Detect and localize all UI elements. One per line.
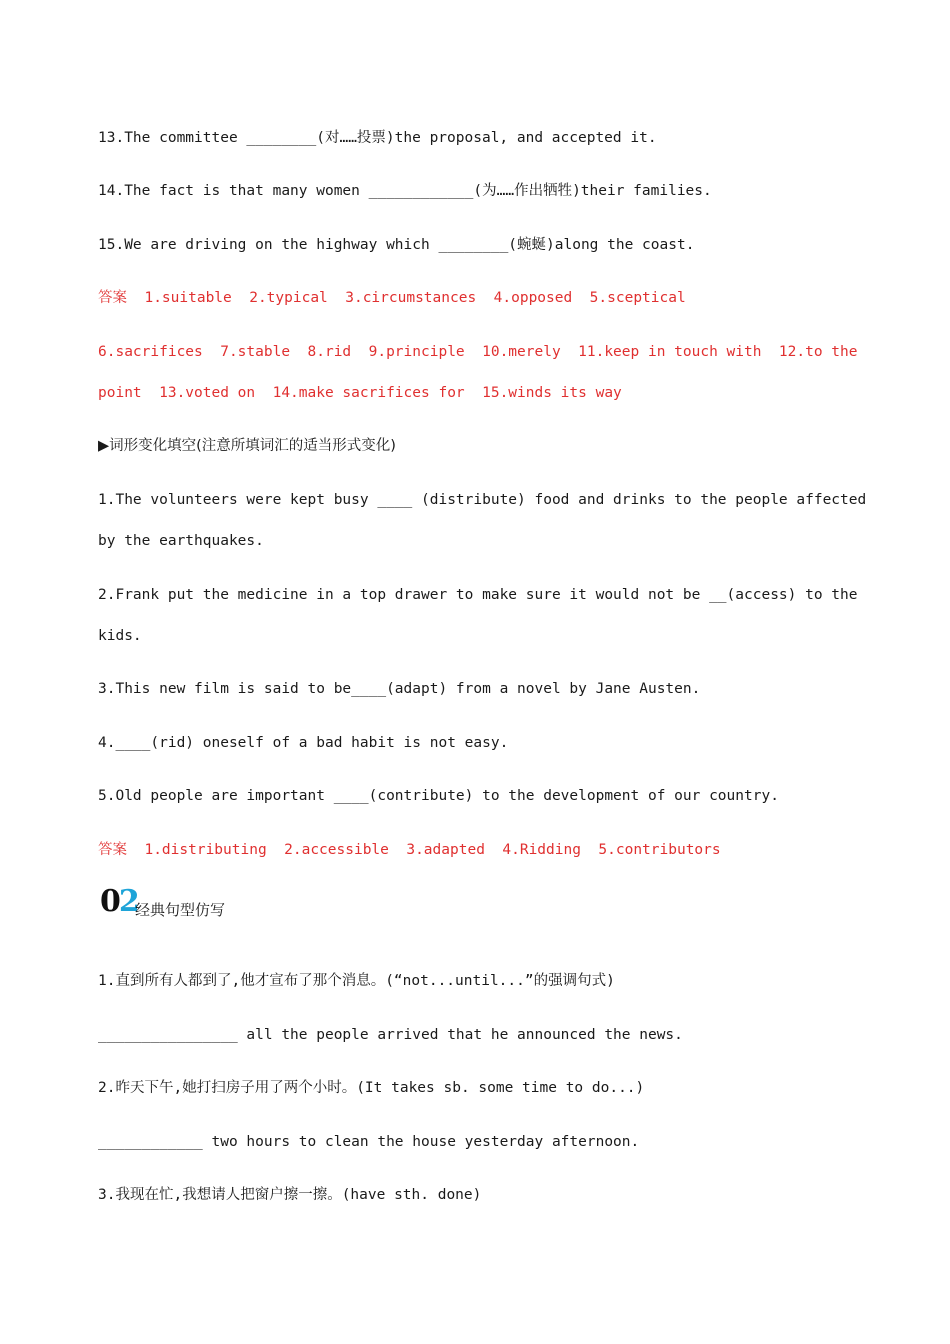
vocab-answer-line-1: 答案 1.suitable 2.typical 3.circumstances 4.opposed 5.sceptical xyxy=(98,290,686,306)
vocab-answer-line-2: 6.sacrifices 7.stable 8.rid 9.principle 10.merely 11.keep in touch with 12.to the xyxy=(98,344,858,360)
word-form-item-4: 4.____(rid) oneself of a bad habit is not easy. xyxy=(98,735,509,751)
word-form-item-1-cont: by the earthquakes. xyxy=(98,533,264,549)
vocab-item-14: 14.The fact is that many women ____________(为……作出牺牲)their families. xyxy=(98,183,712,199)
word-form-item-2-cont: kids. xyxy=(98,628,142,644)
section-number-first-digit: 0 xyxy=(100,884,119,919)
vocab-item-13: 13.The committee ________(对……投票)the proposal, and accepted it. xyxy=(98,130,657,146)
word-form-heading: ▶词形变化填空(注意所填词汇的适当形式变化) xyxy=(98,438,396,454)
sentence-item-2: 2.昨天下午,她打扫房子用了两个小时。(It takes sb. some time to do...) xyxy=(98,1080,645,1096)
word-form-item-1: 1.The volunteers were kept busy ____ (distribute) food and drinks to the people affected xyxy=(98,492,867,508)
sentence-item-1: 1.直到所有人都到了,他才宣布了那个消息。(“not...until...”的强调句式) xyxy=(98,973,615,989)
sentence-item-1-blank: ________________ all the people arrived that he announced the news. xyxy=(98,1027,683,1043)
word-form-item-3: 3.This new film is said to be____(adapt) from a novel by Jane Austen. xyxy=(98,681,701,697)
word-form-item-5: 5.Old people are important ____(contribute) to the development of our country. xyxy=(98,788,779,804)
sentence-item-2-blank: ____________ two hours to clean the house yesterday afternoon. xyxy=(98,1134,640,1150)
section-number xyxy=(100,882,138,922)
vocab-item-15: 15.We are driving on the highway which ________(蜿蜒)along the coast. xyxy=(98,237,695,253)
vocab-answer-line-3: point 13.voted on 14.make sacrifices for 15.winds its way xyxy=(98,385,622,401)
sentence-item-3: 3.我现在忙,我想请人把窗户擦一擦。(have sth. done) xyxy=(98,1187,482,1203)
word-form-item-2: 2.Frank put the medicine in a top drawer to make sure it would not be __(access) to the xyxy=(98,587,858,603)
word-form-answers: 答案 1.distributing 2.accessible 3.adapted 4.Ridding 5.contributors xyxy=(98,842,721,858)
section-number-second-digit: 2 xyxy=(118,884,138,919)
section-title: 经典句型仿写 xyxy=(135,901,226,919)
